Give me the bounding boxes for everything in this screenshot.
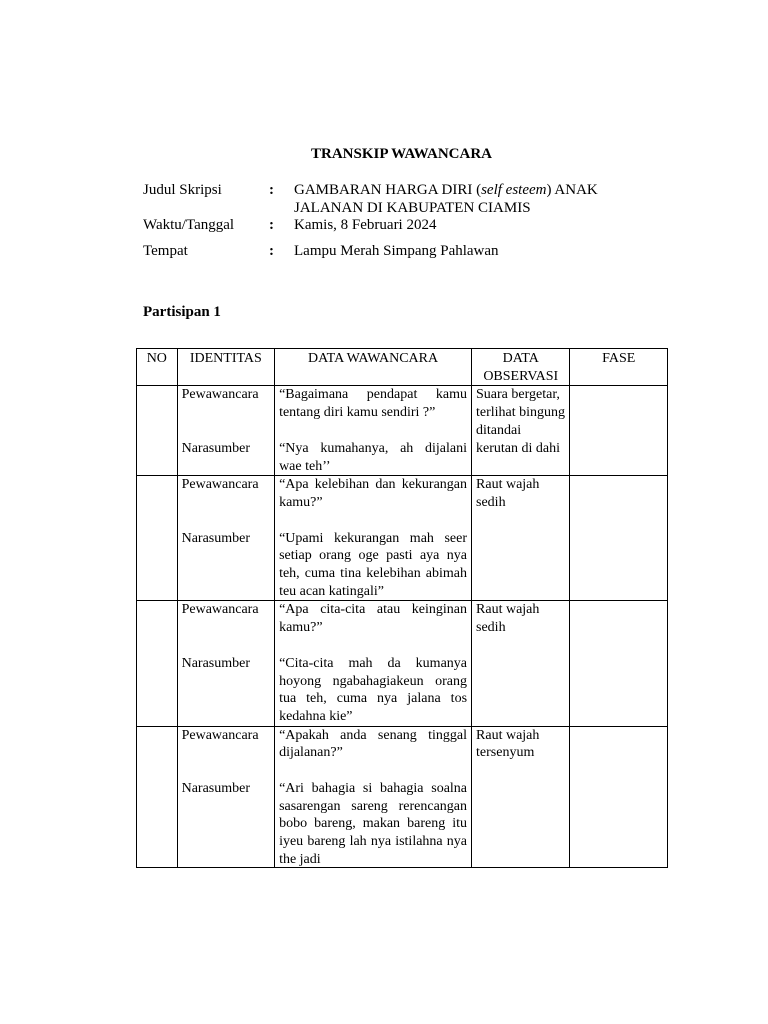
- question-text: “Apa kelebihan dan kekurangan kamu?”: [279, 477, 468, 510]
- identitas-pewawancara: Pewawancara: [181, 727, 259, 743]
- question-text: “Bagaimana pendapat kamu tentang diri kamu sendiri ?”: [279, 387, 468, 421]
- header-data-wawancara: DATA WAWANCARA: [275, 349, 472, 386]
- cell-identitas: [177, 726, 274, 867]
- table-header-row: [137, 349, 668, 386]
- cell-data-observasi: Suara bergetar, terlihat bingung ditandai kerutan di dahi: [472, 386, 570, 476]
- header-no: NO: [137, 349, 178, 386]
- identitas-pewawancara: Pewawancara: [181, 602, 259, 618]
- meta-value: GAMBARAN HARGA DIRI (self esteem) ANAK JALANAN DI KABUPATEN CIAMIS: [294, 182, 598, 216]
- meta-value: Lampu Merah Simpang Pahlawan: [294, 243, 499, 259]
- cell-data-wawancara: [275, 601, 472, 726]
- meta-label: Tempat: [143, 243, 188, 259]
- header-data-observasi: DATA OBSERVASI: [472, 349, 570, 386]
- cell-identitas: [177, 476, 274, 601]
- header-identitas: IDENTITAS: [177, 349, 274, 386]
- table-row: [137, 476, 668, 601]
- identitas-narasumber: Narasumber: [181, 530, 251, 546]
- cell-identitas: [177, 601, 274, 726]
- cell-data-wawancara: [275, 386, 472, 476]
- cell-fase: [570, 386, 668, 476]
- question-text: “Apa cita-cita atau keinginan kamu?”: [279, 602, 468, 636]
- document-title: TRANSKIP WAWANCARA: [310, 146, 492, 162]
- answer-text: “Nya kumahanya, ah dijalani wae teh’’: [279, 440, 468, 474]
- identitas-narasumber: Narasumber: [181, 781, 251, 797]
- identitas-narasumber: Narasumber: [181, 441, 251, 457]
- meta-colon: :: [269, 243, 274, 259]
- meta-colon: :: [269, 217, 274, 233]
- question-text: “Apakah anda senang tinggal dijalanan?”: [279, 727, 468, 761]
- table-row: [137, 386, 668, 476]
- cell-identitas: [177, 386, 274, 476]
- cell-fase: [570, 726, 668, 867]
- cell-fase: [570, 476, 668, 601]
- answer-text: “Upami kekurangan mah seer setiap orang oge pasti aya nya teh, cuma tina kelebihan abimah teu acan katingali”: [279, 530, 468, 599]
- meta-value: Kamis, 8 Februari 2024: [294, 217, 437, 233]
- cell-no: [137, 386, 178, 476]
- cell-data-wawancara: [275, 476, 472, 601]
- meta-colon: :: [269, 182, 274, 198]
- cell-clip: [279, 727, 467, 867]
- cell-data-observasi: Raut wajah sedih: [472, 601, 570, 726]
- cell-no: [137, 726, 178, 867]
- cell-data-observasi: Raut wajah sedih: [472, 476, 570, 601]
- cell-data-wawancara: [275, 726, 472, 867]
- table-row: [137, 726, 668, 867]
- header-fase: FASE: [570, 349, 668, 386]
- meta-label: Waktu/Tanggal: [143, 217, 235, 233]
- section-heading: Partisipan 1: [143, 304, 221, 320]
- answer-text: “Ari bahagia si bahagia soalna sasarengan sareng rerencangan bobo bareng, makan bareng itu iyeu bareng lah nya istilahna nya the jadi: [279, 781, 468, 867]
- cell-fase: [570, 601, 668, 726]
- table-row: [137, 601, 668, 726]
- answer-text: “Cita-cita mah da kumanya hoyong ngabahagiakeun orang tua teh, cuma nya jalana tos kedahna kie”: [279, 655, 468, 724]
- interview-table: [136, 348, 668, 868]
- identitas-narasumber: Narasumber: [181, 656, 251, 672]
- identitas-pewawancara: Pewawancara: [181, 387, 259, 403]
- cell-no: [137, 601, 178, 726]
- identitas-pewawancara: Pewawancara: [181, 477, 259, 493]
- meta-label: Judul Skripsi: [143, 182, 222, 198]
- cell-no: [137, 476, 178, 601]
- cell-data-observasi: Raut wajah tersenyum: [472, 726, 570, 867]
